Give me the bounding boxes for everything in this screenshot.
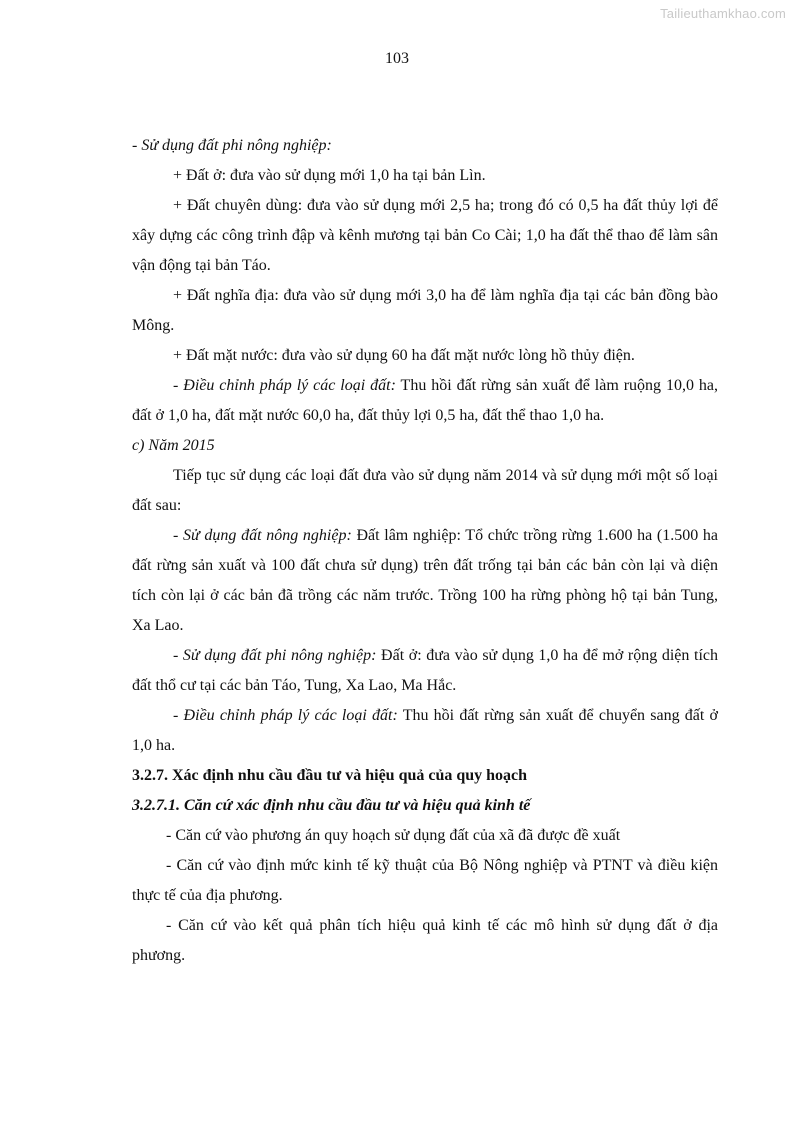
paragraph-basis-norms: - Căn cứ vào định mức kinh tế kỹ thuật của Bộ Nông nghiệp và PTNT và điều kiện thực tế của địa phương. [132,857,718,904]
paragraph-cemetery-land: + Đất nghĩa địa: đưa vào sử dụng mới 3,0 ha để làm nghĩa địa tại các bản đồng bào Mông. [132,287,718,334]
document-body [132,131,718,971]
paragraph-nonagri-land-2015 [132,641,718,701]
subsection-heading-3-2-7-1: 3.2.7.1. Căn cứ xác định nhu cầu đầu tư và hiệu quả kinh tế [132,797,531,814]
paragraph-special-use-land: + Đất chuyên dùng: đưa vào sử dụng mới 2,5 ha; trong đó có 0,5 ha đất thủy lợi để xây dựng các công trình đập và kênh mương tại bản Co Cài; 1,0 ha đất thể thao để làm sân vận động tại bản Táo. [132,197,718,274]
agri-land-text: Đất lâm nghiệp: Tổ chức trồng rừng 1.600 ha (1.500 ha đất rừng sản xuất và 100 đất chưa sử dụng) trên đất trống tại bản các bản còn lại và diện tích còn lại ở các bản đã trồng các năm trước. Trồng 100 ha rừng phòng hộ tại bản Tung, Xa Lao. [132,527,719,634]
paragraph-water-surface-land: + Đất mặt nước: đưa vào sử dụng 60 ha đất mặt nước lòng hồ thủy điện. [173,347,635,364]
paragraph-continue-use: Tiếp tục sử dụng các loại đất đưa vào sử dụng năm 2014 và sử dụng mới một số loại đất sau: [132,467,718,514]
section-heading-3-2-7: 3.2.7. Xác định nhu cầu đầu tư và hiệu quả của quy hoạch [132,767,528,784]
nonagri-land-label: - Sử dụng đất phi nông nghiệp: [173,647,377,664]
legal-adjustment-label: - Điều chỉnh pháp lý các loại đất: [173,377,396,394]
paragraph-legal-adjustment-2015 [132,701,718,761]
page-number: 103 [385,50,409,67]
paragraph-residential-land: + Đất ở: đưa vào sử dụng mới 1,0 ha tại bản Lìn. [173,167,486,184]
agri-land-label: - Sử dụng đất nông nghiệp: [173,527,352,544]
paragraph-year-2015: c) Năm 2015 [132,437,215,454]
paragraph-legal-adjustment-2014 [132,371,718,431]
legal-adjustment-2015-label: - Điều chỉnh pháp lý các loại đất: [173,707,398,724]
legal-adjustment-text: Thu hồi đất rừng sản xuất để làm ruộng 10,0 ha, đất ở 1,0 ha, đất mặt nước 60,0 ha, đất thủy lợi 0,5 ha, đất thể thao 1,0 ha. [132,377,719,424]
paragraph-agri-land-2015 [132,521,718,641]
paragraph-basis-analysis: - Căn cứ vào kết quả phân tích hiệu quả kinh tế các mô hình sử dụng đất ở địa phương. [132,917,718,964]
nonagri-land-text: Đất ở: đưa vào sử dụng 1,0 ha để mở rộng diện tích đất thổ cư tại các bản Táo, Tung, Xa Lao, Ma Hắc. [132,647,718,694]
legal-adjustment-2015-text: Thu hồi đất rừng sản xuất để chuyển sang đất ở 1,0 ha. [132,707,718,754]
paragraph-basis-plan: - Căn cứ vào phương án quy hoạch sử dụng đất của xã đã được đề xuất [166,827,621,844]
paragraph-nonagri-heading: - Sử dụng đất phi nông nghiệp: [132,137,332,154]
watermark: Tailieuthamkhao.com [660,6,786,21]
